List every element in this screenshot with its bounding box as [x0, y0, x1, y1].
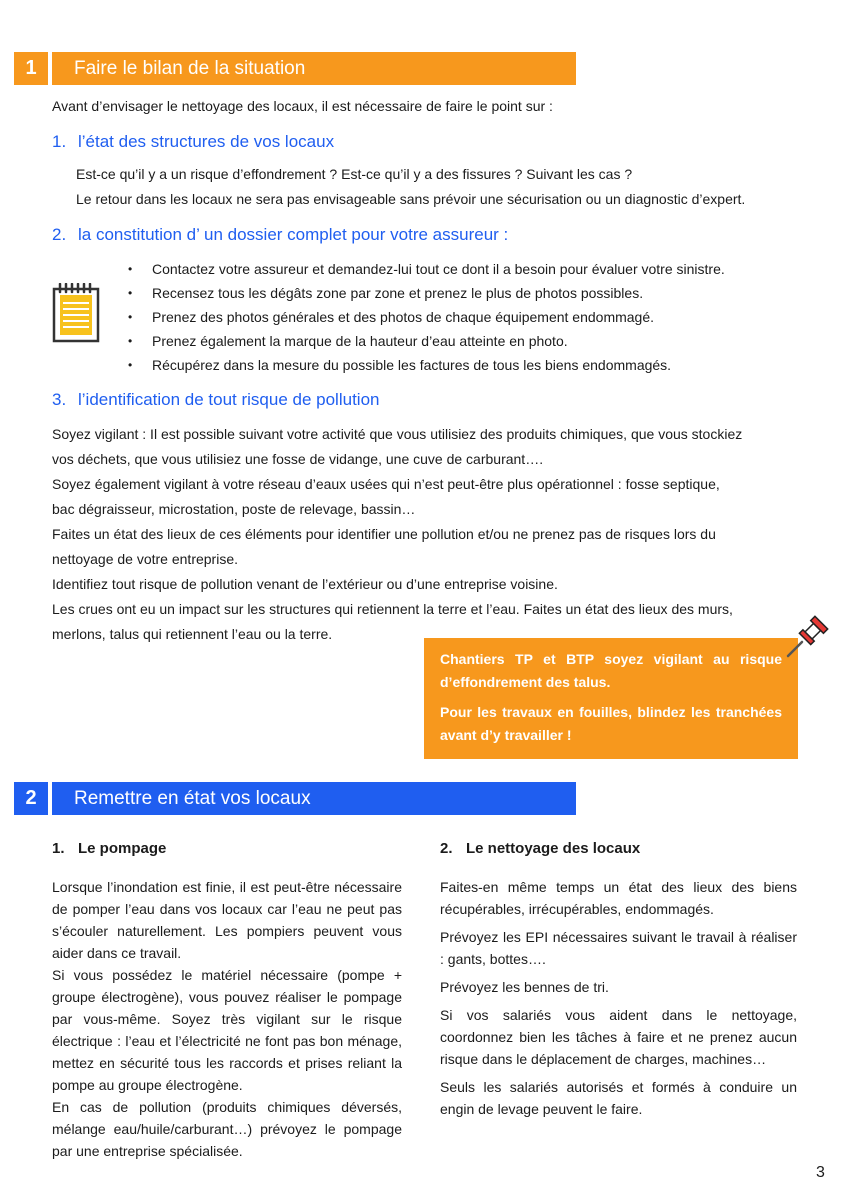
callout-text-1: Chantiers TP et BTP soyez vigilant au risque d’effondrement des talus. [440, 651, 782, 690]
pompage-heading [52, 840, 166, 857]
pushpin-icon [782, 614, 830, 662]
nettoyage-paragraph-2: Prévoyez les EPI nécessaires suivant le travail à réaliser : gants, bottes…. [440, 929, 797, 967]
section-1-intro: Avant d’envisager le nettoyage des locaux, il est nécessaire de faire le point sur : [52, 98, 553, 114]
item-1-heading [52, 132, 334, 152]
pollution-line: bac dégraisseur, microstation, poste de relevage, bassin… [52, 501, 416, 517]
pollution-line: nettoyage de votre entreprise. [52, 551, 239, 567]
pollution-line: Faites un état des lieux de ces éléments pour identifier une pollution et/ou ne prenez pas de risques lors du [52, 526, 716, 542]
nettoyage-paragraph-3: Prévoyez les bennes de tri. [440, 979, 609, 995]
pollution-line: vos déchets, que vous utilisiez une fosse de vidange, une cuve de carburant…. [52, 451, 544, 467]
pompage-paragraph-3: En cas de pollution (produits chimiques déversés, mélange eau/huile/carburant…) prévoyez le pompage par une entreprise spécialisée. [52, 1099, 402, 1159]
item-2-number: 2. [52, 225, 67, 244]
pompage-text [52, 876, 402, 1162]
pompage-paragraph-1: Lorsque l’inondation est finie, il est peut-être nécessaire de pomper l’eau dans vos locaux car l’eau ne peut pas s’écouler naturellement. Les pompiers peuvent vous aider dans ce travail. [52, 879, 402, 961]
notepad-icon [52, 283, 100, 343]
pompage-paragraph-2: Si vous possédez le matériel nécessaire (pompe + groupe électrogène), vous pouvez réaliser le pompage par vous-même. Soyez très vigilant sur le risque électrique : l’eau et l’électricité ne font pas bon ménage, mettez en sécurité tous les raccords et prises reliant la pompe au groupe électrogène. [52, 967, 402, 1093]
section-1-title: Faire le bilan de la situation [52, 52, 576, 85]
section-2-title: Remettre en état vos locaux [52, 782, 576, 815]
item-1-number: 1. [52, 132, 67, 151]
list-item: • Contactez votre assureur et demandez-lui tout ce dont il a besoin pour évaluer votre sinistre. [128, 257, 725, 281]
callout-text-2: Pour les travaux en fouilles, blindez les tranchées avant d’y travailler ! [440, 704, 782, 743]
pompage-title: Le pompage [78, 840, 167, 857]
nettoyage-paragraph-1: Faites-en même temps un état des lieux des biens récupérables, irrécupérables, endommagés. [440, 879, 797, 917]
nettoyage-paragraph-5: Seuls les salariés autorisés et formés à conduire un engin de levage peuvent le faire. [440, 1079, 797, 1117]
item-3-title: l’identification de tout risque de pollution [78, 390, 380, 409]
section-1-number: 1 [14, 52, 48, 85]
pollution-line: Identifiez tout risque de pollution venant de l’extérieur ou d’une entreprise voisine. [52, 576, 558, 592]
list-item: • Prenez également la marque de la hauteur d’eau atteinte en photo. [128, 329, 725, 353]
nettoyage-number: 2. [440, 840, 453, 857]
nettoyage-text [440, 876, 797, 1120]
item-3-number: 3. [52, 390, 67, 409]
nettoyage-heading [440, 840, 640, 857]
list-item: • Récupérez dans la mesure du possible les factures de tous les biens endommagés. [128, 353, 725, 377]
item-3-heading [52, 390, 379, 410]
pollution-line: Soyez vigilant : Il est possible suivant votre activité que vous utilisiez des produits chimiques, que vous stockiez [52, 426, 743, 442]
section-2-number: 2 [14, 782, 48, 815]
pollution-paragraph [52, 422, 802, 647]
nettoyage-title: Le nettoyage des locaux [466, 840, 641, 857]
item-1-title: l’état des structures de vos locaux [78, 132, 335, 151]
warning-callout [424, 638, 798, 759]
page-number: 3 [816, 1164, 825, 1181]
item-1-line-2: Le retour dans les locaux ne sera pas envisageable sans prévoir une sécurisation ou un diagnostic d’expert. [76, 191, 746, 207]
nettoyage-paragraph-4: Si vos salariés vous aident dans le nettoyage, coordonnez bien les tâches à faire et ne prenez aucun risque dans le déplacement de charges, machines… [440, 1007, 797, 1067]
pollution-line: Les crues ont eu un impact sur les structures qui retiennent la terre et l’eau. Faites un état des lieux des murs, [52, 601, 733, 617]
list-item: • Prenez des photos générales et des photos de chaque équipement endommagé. [128, 305, 725, 329]
list-item: • Recensez tous les dégâts zone par zone et prenez le plus de photos possibles. [128, 281, 725, 305]
pollution-line: Soyez également vigilant à votre réseau d’eaux usées qui n’est peut-être plus opérationnel : fosse septique, [52, 476, 720, 492]
item-1-line-1: Est-ce qu’il y a un risque d’effondrement ? Est-ce qu’il y a des fissures ? Suivant les cas ? [76, 166, 633, 182]
item-2-title: la constitution d’ un dossier complet pour votre assureur : [78, 225, 509, 244]
item-1-text [76, 162, 745, 212]
pollution-line: merlons, talus qui retiennent l’eau ou la terre. [52, 626, 333, 642]
pompage-number: 1. [52, 840, 65, 857]
assureur-bullet-list [128, 257, 725, 377]
item-2-heading [52, 225, 508, 245]
